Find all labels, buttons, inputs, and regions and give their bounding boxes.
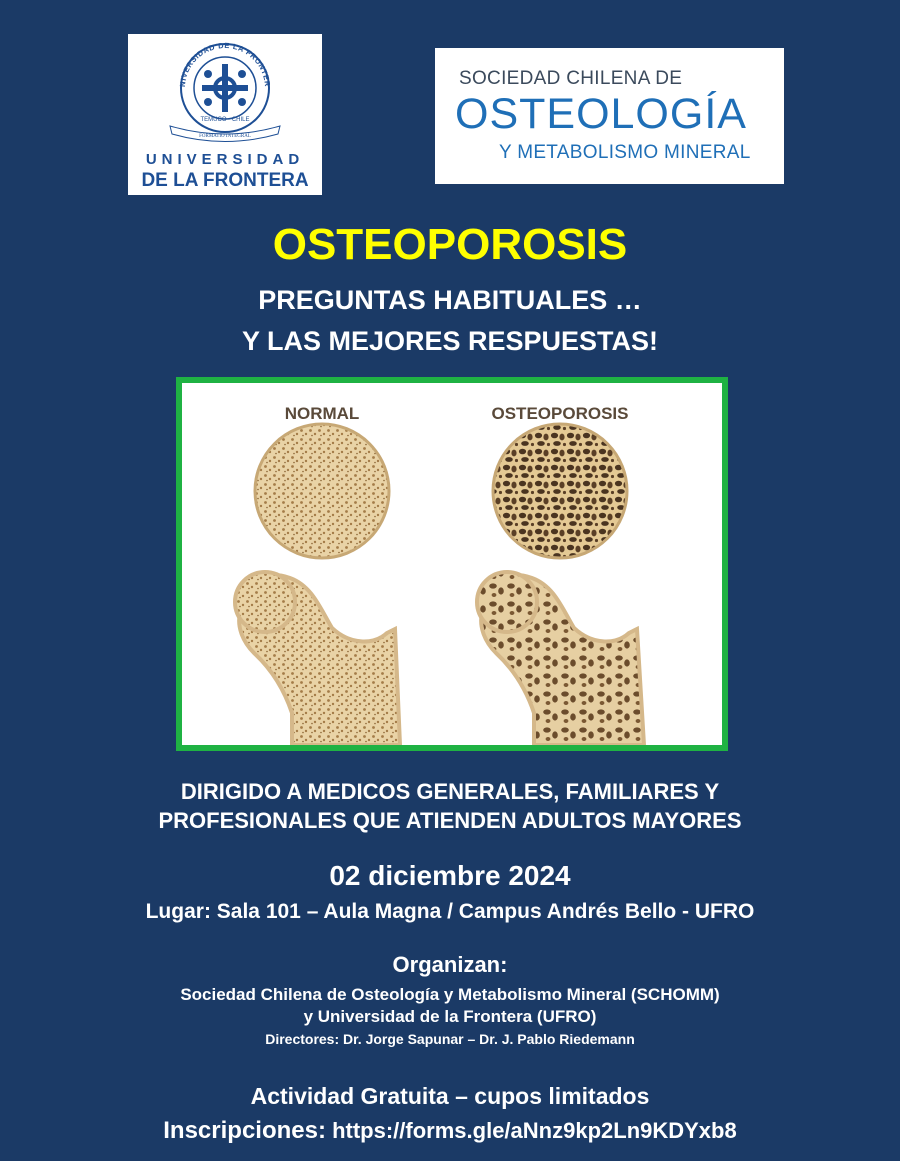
organizers-heading: Organizan: [392,952,508,977]
ufro-name-line1: UNIVERSIDAD [145,151,305,168]
registration [0,1117,900,1145]
normal-femur [235,572,400,745]
audience-line1: DIRIGIDO A MEDICOS GENERALES, FAMILIARES Y [180,779,720,804]
organizer-line1: Sociedad Chilena de Osteología y Metabolismo Mineral (SCHOMM) [180,985,720,1004]
normal-bone-magnified [255,424,389,558]
organizer-line2: y Universidad de la Frontera (UFRO) [303,1007,597,1026]
subtitle-line1: PREGUNTAS HABITUALES … [258,285,642,315]
event-place [0,900,900,924]
osteoporosis-bone-magnified [493,424,627,558]
registration-link[interactable]: https://forms.gle/aNnz9kp2Ln9KDYxb8 [332,1118,737,1143]
schomm-logo-line1: SOCIEDAD CHILENA DE [459,68,683,89]
schomm-logo-line2: OSTEOLOGÍA [455,90,747,138]
svg-text:FORMATIO INTEGRAL: FORMATIO INTEGRAL [199,134,251,139]
bone-comparison-illustration [182,383,722,745]
label-normal: NORMAL [284,404,360,423]
schomm-logo [435,48,784,184]
registration-label: Inscripciones: [163,1117,326,1144]
ufro-seal-icon [128,34,322,144]
svg-text:TEMUCO - CHILE: TEMUCO - CHILE [200,117,250,123]
event-title: OSTEOPOROSIS [272,220,628,269]
directors: Directores: Dr. Jorge Sapunar – Dr. J. Pablo Riedemann [265,1031,635,1047]
audience-line2: PROFESIONALES QUE ATIENDEN ADULTOS MAYORES [158,808,742,833]
svg-text:UNIVERSIDAD DE LA FRONTERA: NIVERSIDAD DE LA FRONTER [177,40,273,88]
osteoporosis-femur [477,572,644,745]
ufro-name-line2: DE LA FRONTERA [141,170,309,191]
schomm-logo-line3: Y METABOLISMO MINERAL [499,142,751,163]
label-osteoporosis: OSTEOPOROSIS [491,404,629,423]
place-label: Lugar: [145,900,211,923]
free-activity-note: Actividad Gratuita – cupos limitados [250,1083,650,1109]
subtitle-line2: Y LAS MEJORES RESPUESTAS! [241,326,659,356]
place-value: Sala 101 – Aula Magna / Campus Andrés Bello - UFRO [216,900,755,923]
event-date: 02 diciembre 2024 [329,860,571,891]
bone-illustration-frame [176,377,728,751]
ufro-logo [128,34,322,195]
